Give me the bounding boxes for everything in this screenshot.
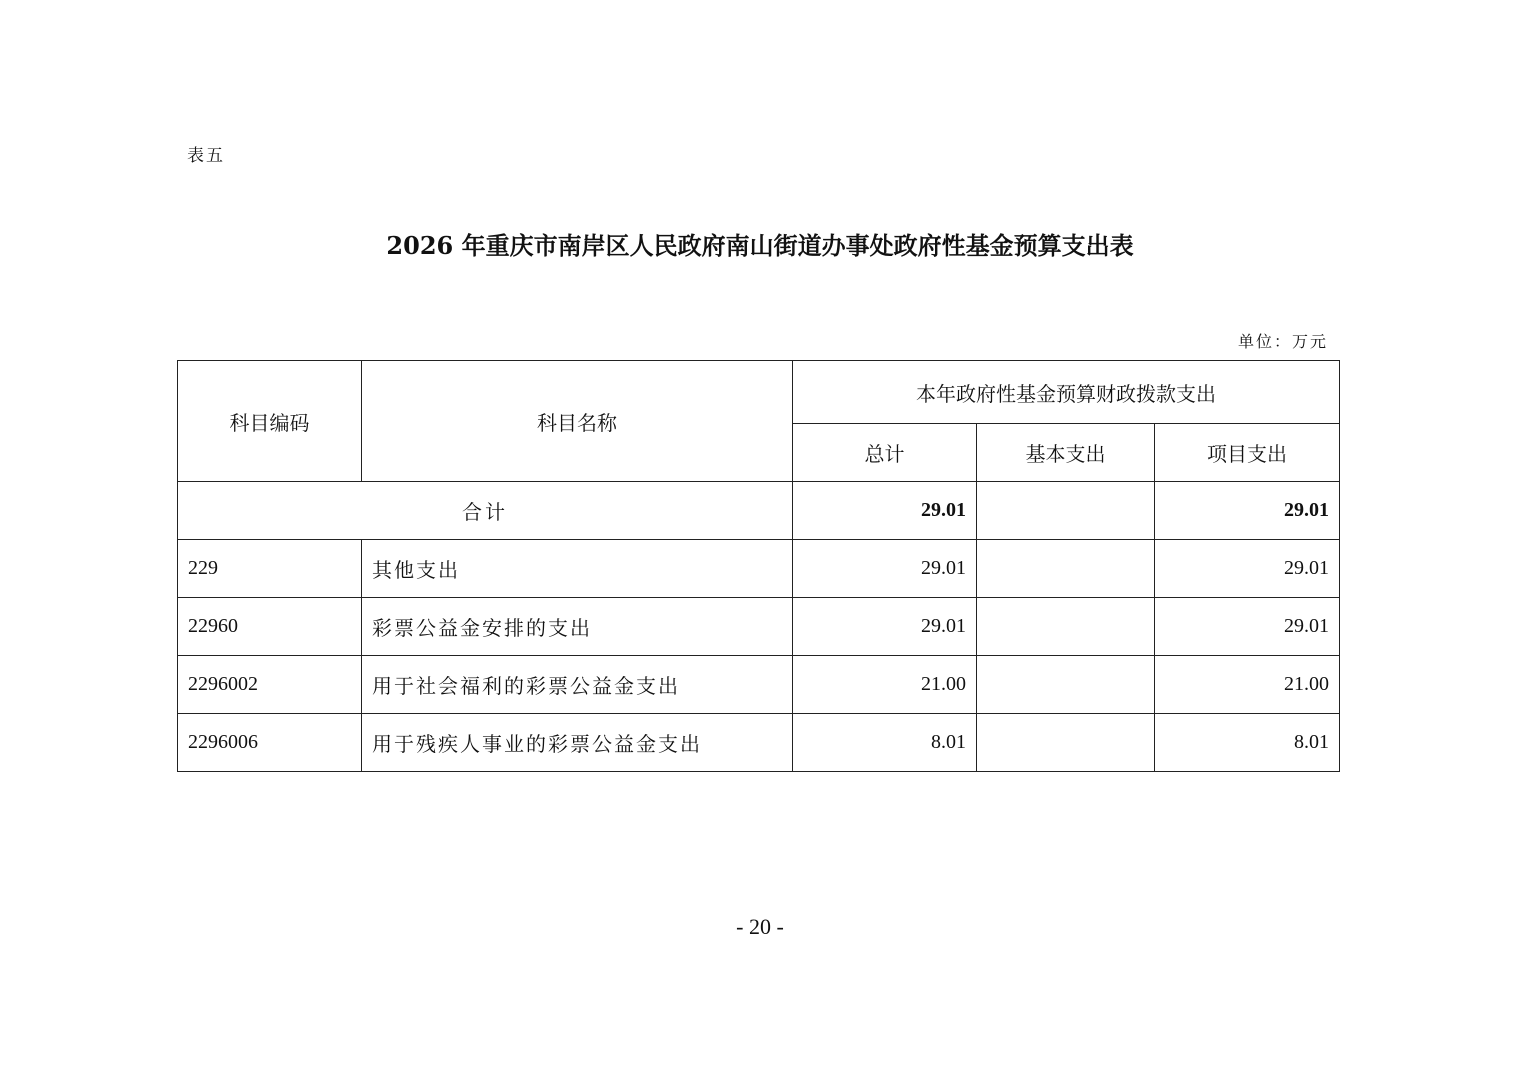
header-basic: 基本支出 — [977, 424, 1155, 482]
summary-basic — [977, 482, 1155, 540]
row-basic — [977, 714, 1155, 772]
header-project: 项目支出 — [1155, 424, 1340, 482]
row-total: 21.00 — [793, 656, 977, 714]
table-row — [178, 714, 1340, 772]
header-code: 科目编码 — [178, 361, 362, 482]
row-name: 用于社会福利的彩票公益金支出 — [362, 656, 793, 714]
page-number: - 20 - — [736, 914, 784, 939]
row-name: 用于残疾人事业的彩票公益金支出 — [362, 714, 793, 772]
header-total: 总计 — [793, 424, 977, 482]
page-title: 2026 年重庆市南岸区人民政府南山街道办事处政府性基金预算支出表 — [386, 231, 1134, 260]
header-row-top — [178, 361, 1340, 424]
row-total: 8.01 — [793, 714, 977, 772]
row-code: 22960 — [178, 598, 362, 656]
header-name: 科目名称 — [362, 361, 793, 482]
row-project: 29.01 — [1155, 598, 1340, 656]
row-code: 229 — [178, 540, 362, 598]
table-row — [178, 598, 1340, 656]
row-basic — [977, 598, 1155, 656]
table-row — [178, 540, 1340, 598]
row-name: 彩票公益金安排的支出 — [362, 598, 793, 656]
row-project: 8.01 — [1155, 714, 1340, 772]
budget-table — [177, 360, 1340, 772]
summary-label: 合计 — [178, 482, 793, 540]
summary-total: 29.01 — [793, 482, 977, 540]
row-name: 其他支出 — [362, 540, 793, 598]
table-label: 表五 — [187, 146, 225, 166]
row-code: 2296006 — [178, 714, 362, 772]
unit-label: 单位：万元 — [1237, 332, 1328, 351]
summary-project: 29.01 — [1155, 482, 1340, 540]
row-total: 29.01 — [793, 598, 977, 656]
table-row — [178, 656, 1340, 714]
row-basic — [977, 540, 1155, 598]
row-total: 29.01 — [793, 540, 977, 598]
row-project: 29.01 — [1155, 540, 1340, 598]
row-basic — [977, 656, 1155, 714]
header-group: 本年政府性基金预算财政拨款支出 — [793, 361, 1340, 424]
summary-row — [178, 482, 1340, 540]
row-code: 2296002 — [178, 656, 362, 714]
row-project: 21.00 — [1155, 656, 1340, 714]
